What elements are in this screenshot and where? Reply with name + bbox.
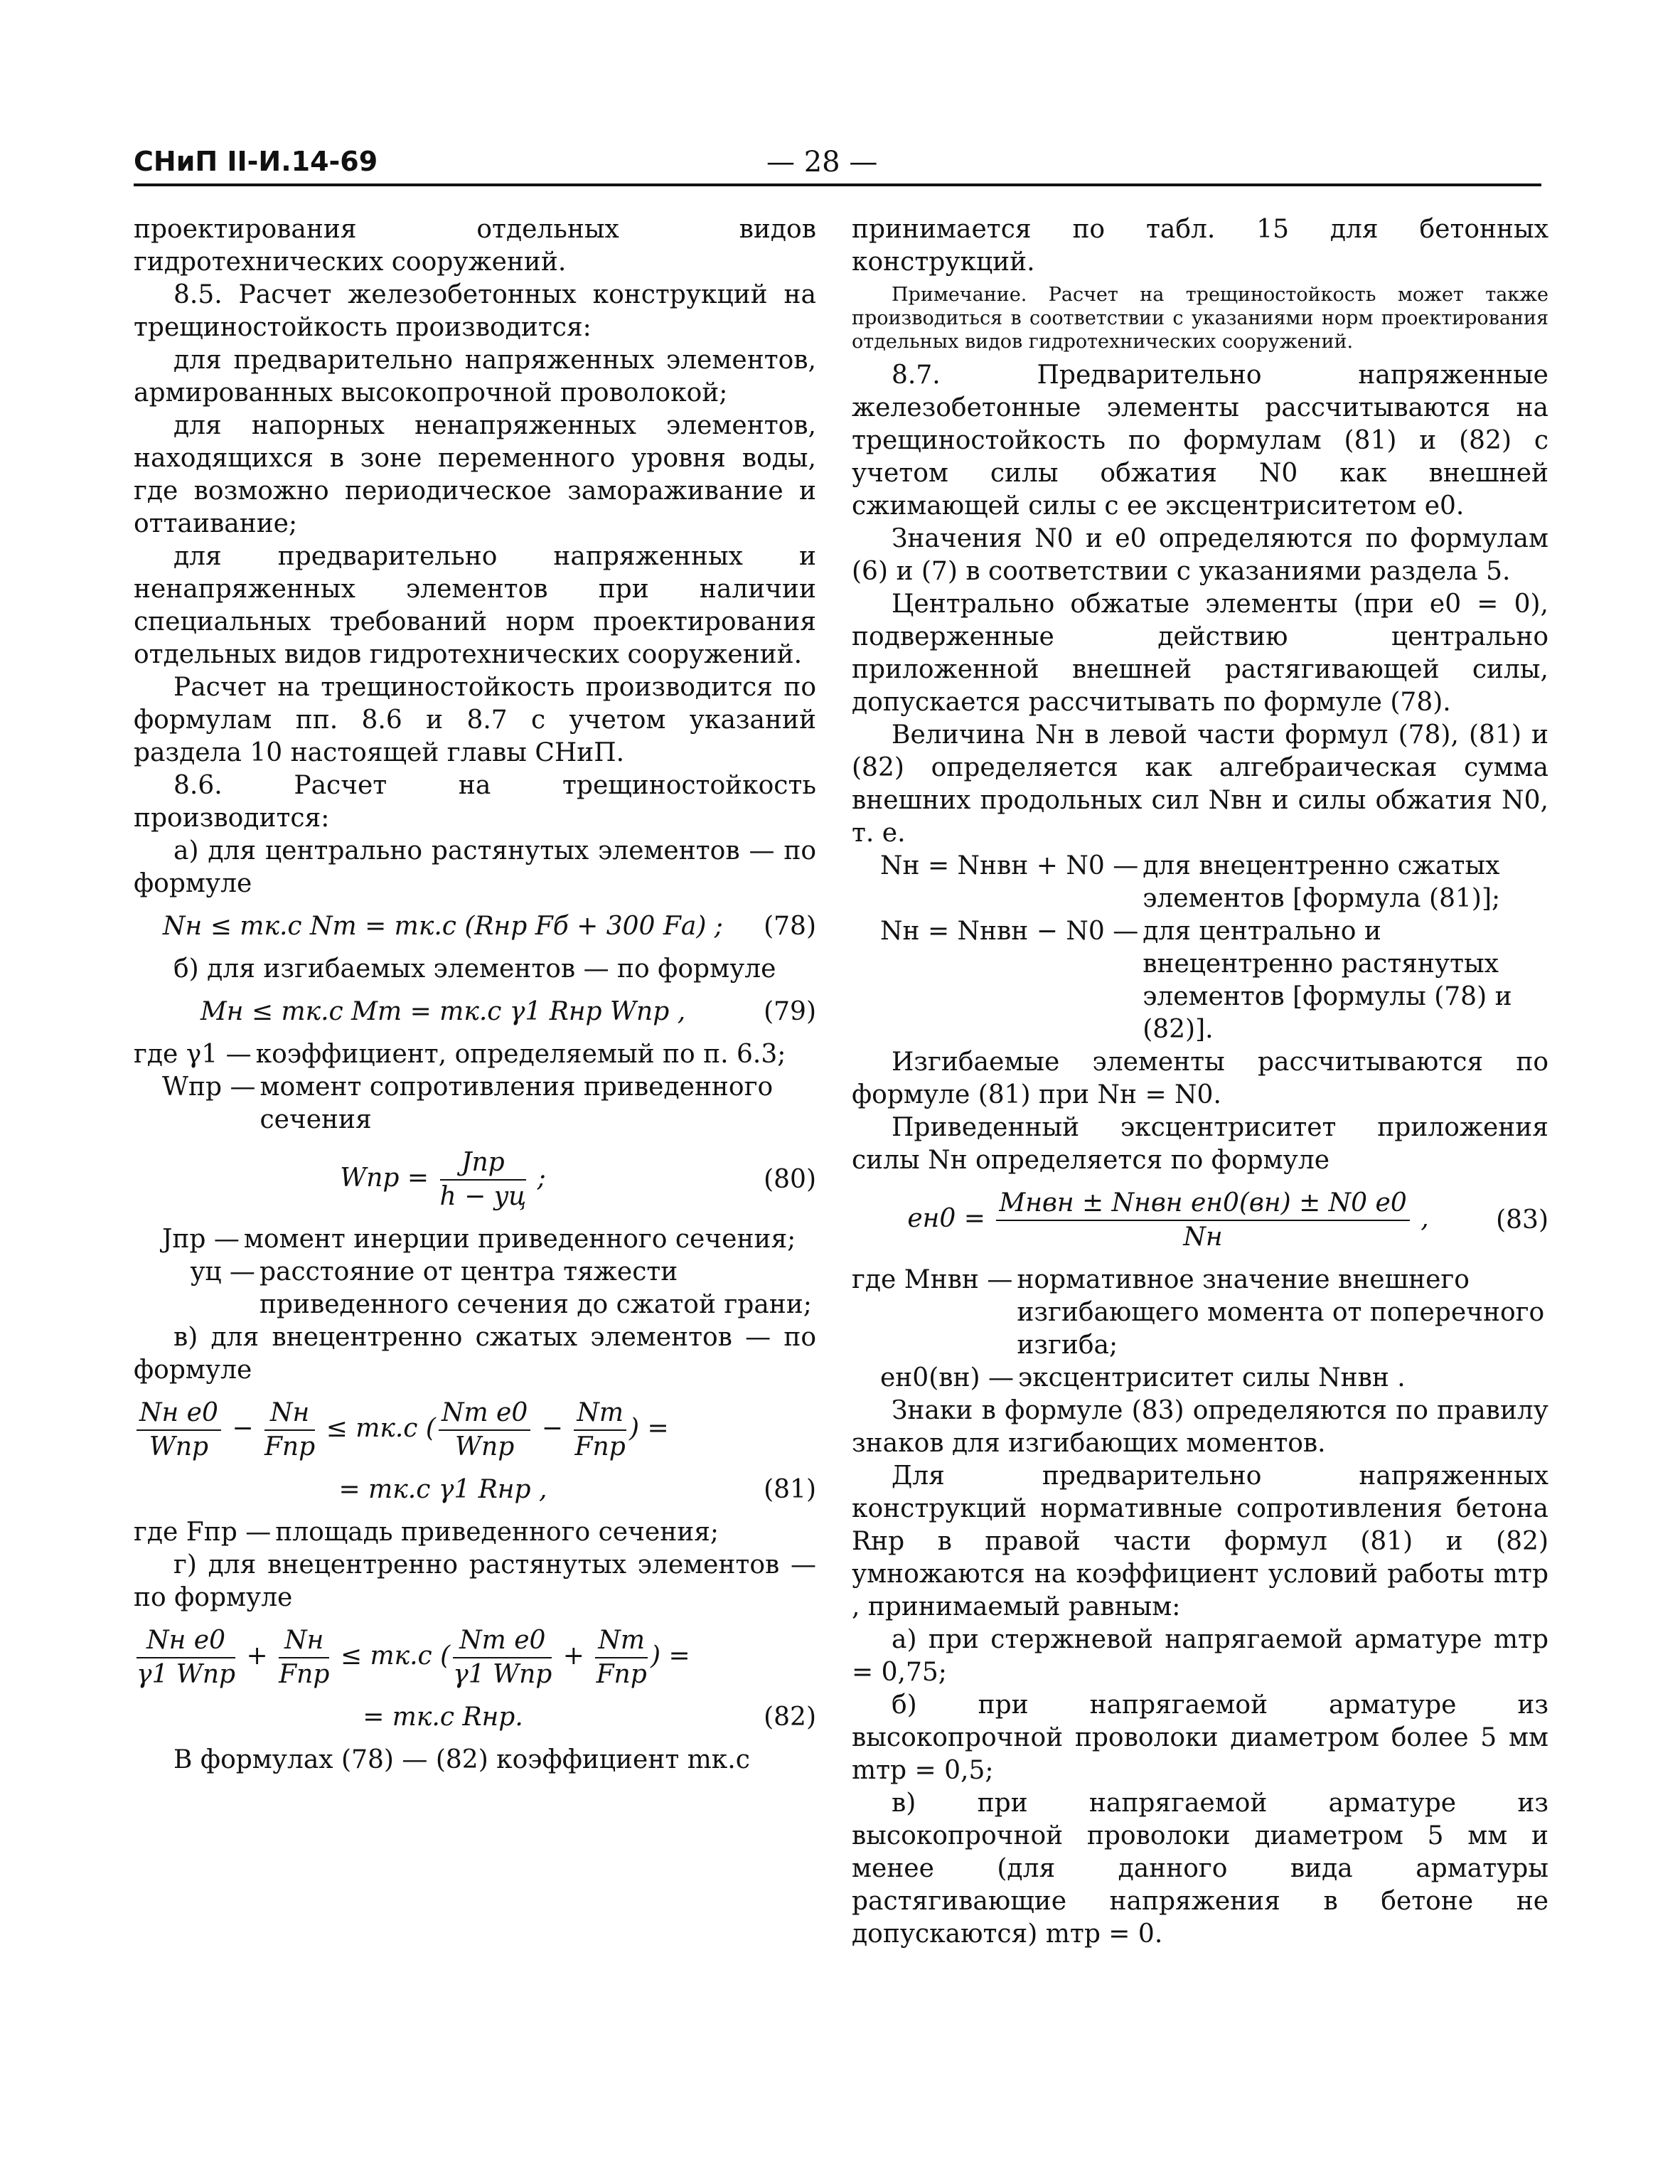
fraction <box>996 1187 1409 1254</box>
formula-number: (81) <box>764 1475 816 1504</box>
fraction <box>279 1624 329 1691</box>
document-code: СНиП II-И.14-69 <box>134 146 378 177</box>
paragraph: б) для изгибаемых элементов — по формуле <box>173 954 776 984</box>
paragraph: в) для внецентренно сжатых элементов — по формуле <box>134 1323 816 1385</box>
definition-term: Jпр — <box>162 1225 240 1254</box>
paragraph: г) для внецентренно растянутых элементов — по формуле <box>134 1550 816 1612</box>
section-8-6: 8.6. Расчет на трещиностойкость производится: <box>134 771 816 833</box>
formula-82 <box>134 1624 816 1691</box>
numerator: Nн <box>264 1397 315 1431</box>
definition-term: где γ1 — <box>134 1040 252 1069</box>
definition <box>134 1038 816 1071</box>
formula-81-line2 <box>134 1474 816 1506</box>
fraction <box>595 1624 648 1691</box>
formula-tail: ; <box>537 1163 546 1193</box>
definition <box>852 915 1548 1046</box>
denominator: Fпр <box>279 1660 330 1689</box>
paragraph: для предварительно напряженных и ненапряженных элементов при наличии специальных требований норм проектирования отдельных видов гидротехнических сооружений. <box>134 542 816 669</box>
paragraph: проектирования отдельных видов гидротехнических сооружений. <box>134 215 816 277</box>
fraction <box>439 1397 530 1464</box>
formula-tail: , <box>1420 1204 1429 1233</box>
definition-text: для внецентренно сжатых элементов [формула (81)]; <box>1143 851 1501 913</box>
numerator: Nн <box>279 1624 329 1658</box>
fraction <box>137 1397 221 1464</box>
paragraph: принимается по табл. 15 для бетонных конструкций. <box>852 215 1548 277</box>
section-8-5: 8.5. Расчет железобетонных конструкций на трещиностойкость производится: <box>134 280 816 342</box>
paragraph: Для предварительно напряженных конструкций нормативные сопротивления бетона Rнр в правой части формул (81) и (82) умножаются на коэффициент условий работы mтр , принимаемый равным: <box>852 1461 1548 1621</box>
formula-lhs: Wпр = <box>340 1163 429 1193</box>
formula-expression: Nн ≤ mк.с Nт = mк.с (Rнр Fб + 300 Fа) ; <box>163 912 723 941</box>
formula-lhs: eн0 = <box>907 1204 985 1233</box>
definition <box>134 1223 816 1256</box>
section-8-7: 8.7. Предварительно напряженные железобетонные элементы рассчитываются на трещиностойкость по формулам (81) и (82) с учетом силы обжатия N0 как внешней сжимающей силы с ее эксцентриситетом e0. <box>852 361 1548 521</box>
formula-operator: ≤ mк.с <box>326 1414 418 1443</box>
paragraph: Приведенный эксцентриситет приложения силы Nн определяется по формуле <box>852 1113 1548 1175</box>
formula-80 <box>134 1146 816 1213</box>
definition <box>852 1362 1548 1395</box>
definition-text: нормативное значение внешнего изгибающего момента от поперечного изгиба; <box>1017 1265 1545 1360</box>
denominator: Wпр <box>149 1432 209 1461</box>
fraction <box>440 1146 527 1213</box>
formula-79 <box>134 996 816 1028</box>
fraction <box>264 1397 315 1464</box>
paragraph: Знаки в формуле (83) определяются по правилу знаков для изгибающих моментов. <box>852 1396 1548 1458</box>
paragraph: для напорных ненапряженных элементов, находящихся в зоне переменного уровня воды, где возможно периодическое замораживание и оттаивание; <box>134 411 816 538</box>
formula-number: (78) <box>764 912 816 941</box>
numerator: Nт e0 <box>453 1624 552 1658</box>
denominator: Fпр <box>264 1432 316 1461</box>
numerator: Nт e0 <box>439 1397 530 1431</box>
page-number: — 28 — <box>766 146 878 179</box>
definition-term: Nн = Nнвн − N0 — <box>880 917 1139 946</box>
list-item: в) при напрягаемой арматуре из высокопрочной проволоки диаметром 5 мм и менее (для данного вида арматуры растягивающие напряжения в бетоне не допускаются) mтр = 0. <box>852 1789 1548 1949</box>
definition-term: где Mнвн — <box>852 1265 1013 1294</box>
formula-expression <box>852 1187 1484 1254</box>
paragraph: Значения N0 и e0 определяются по формулам (6) и (7) в соответствии с указаниями раздела 5. <box>852 524 1548 586</box>
denominator: Wпр <box>455 1432 515 1461</box>
denominator: Nн <box>1183 1222 1223 1252</box>
denominator: γ1 Wпр <box>453 1660 552 1689</box>
definition-text: эксцентриситет силы Nнвн . <box>1018 1363 1406 1392</box>
numerator: Nт <box>595 1624 648 1658</box>
definition-text: для центрально и внецентренно растянутых элементов [формулы (78) и (82)]. <box>1143 917 1512 1044</box>
numerator: Nн e0 <box>137 1397 221 1431</box>
definition <box>134 1256 816 1321</box>
paragraph: Центрально обжатые элементы (при e0 = 0), подверженные действию центрально приложенной внешней растягивающей силы, допускается рассчитывать по формуле (78). <box>852 590 1548 717</box>
paragraph: а) для центрально растянутых элементов — по формуле <box>134 836 816 898</box>
definition <box>134 1516 816 1549</box>
definition <box>134 1071 816 1136</box>
formula-expression: $\frac{\text{Nн e0}}{\text{γ1 Wпр}}$ + $\frac{Nн}{\text{Fпр}}$ ≤ mк.с ( $\frac{\text{Nт e0}}{\text{γ1 Wпр}}$ + $\frac{Nт}{\text{Fпр}}$ ) = <box>134 1624 816 1691</box>
fraction <box>574 1397 626 1464</box>
formula-operator: ≤ mк.с <box>340 1641 432 1671</box>
list-item: а) при стержневой напрягаемой арматуре mтр = 0,75; <box>852 1625 1548 1687</box>
definition-text: момент инерции приведенного сечения; <box>243 1225 796 1254</box>
definition-term: Wпр — <box>162 1072 256 1102</box>
header-rule <box>134 183 1541 186</box>
right-column <box>852 213 1548 1951</box>
formula-expression: = mк.с Rнр. <box>363 1703 523 1732</box>
formula-78 <box>134 910 816 943</box>
note: Примечание. Расчет на трещиностойкость может также производиться в соответствии с указаниями норм проектирования отдельных видов гидротехнических сооружений. <box>852 284 1548 353</box>
numerator: Mнвн ± Nнвн eн0(вн) ± N0 e0 <box>996 1187 1409 1221</box>
formula-82-line2 <box>134 1701 816 1734</box>
definition-text: площадь приведенного сечения; <box>275 1518 719 1547</box>
paragraph: Величина Nн в левой части формул (78), (81) и (82) определяется как алгебраическая сумма внешних продольных сил Nвн и силы обжатия N0, т. е. <box>852 720 1548 848</box>
formula-83 <box>852 1187 1548 1254</box>
definition-term: Nн = Nнвн + N0 — <box>880 851 1139 880</box>
left-column <box>134 213 816 1777</box>
formula-expression: Mн ≤ mк.с Mт = mк.с γ1 Rнр Wпр , <box>200 997 686 1026</box>
formula-expression: = mк.с γ1 Rнр , <box>338 1475 547 1504</box>
definition-term: где Fпр — <box>134 1518 272 1547</box>
definition <box>852 850 1548 915</box>
paragraph: для предварительно напряженных элементов, армированных высокопрочной проволокой; <box>134 346 816 407</box>
denominator: Fпр <box>596 1660 647 1689</box>
paragraph: Расчет на трещиностойкость производится по формулам пп. 8.6 и 8.7 с учетом указаний раздела 10 настоящей главы СНиП. <box>134 673 816 767</box>
denominator: h − yц <box>439 1182 527 1211</box>
formula-expression <box>134 1146 752 1213</box>
definition-term: eн0(вн) — <box>880 1363 1014 1392</box>
formula-number: (82) <box>764 1703 816 1732</box>
numerator: Jпр <box>440 1146 527 1181</box>
definition-term: yц — <box>191 1257 255 1287</box>
numerator: Nн e0 <box>137 1624 235 1658</box>
denominator: Fпр <box>574 1432 626 1461</box>
formula-number: (83) <box>1496 1205 1548 1235</box>
fraction <box>137 1624 235 1691</box>
definition-text: расстояние от центра тяжести приведенного сечения до сжатой грани; <box>259 1257 812 1319</box>
formula-expression: $\frac{\text{Nн e0}}{\text{Wпр}}$ − $\frac{Nн}{\text{Fпр}}$ ≤ mк.с ( $\frac{\text{Nт e0}}{\text{Wпр}}$ − $\frac{Nт}{\text{Fпр}}$ ) = <box>134 1397 816 1464</box>
page-header <box>134 146 1541 188</box>
fraction <box>453 1624 552 1691</box>
paragraph: В формулах (78) — (82) коэффициент mк.с <box>173 1745 750 1774</box>
paragraph: Изгибаемые элементы рассчитываются по формуле (81) при Nн = N0. <box>852 1048 1548 1109</box>
definition <box>852 1264 1548 1362</box>
definition-text: момент сопротивления приведенного сечения <box>260 1072 774 1134</box>
formula-number: (80) <box>764 1165 816 1194</box>
numerator: Nт <box>574 1397 626 1431</box>
formula-number: (79) <box>764 997 816 1026</box>
denominator: γ1 Wпр <box>137 1660 236 1689</box>
formula-81 <box>134 1397 816 1464</box>
list-item: б) при напрягаемой арматуре из высокопрочной проволоки диаметром более 5 мм mтр = 0,5; <box>852 1690 1548 1785</box>
definition-text: коэффициент, определяемый по п. 6.3; <box>255 1040 786 1069</box>
